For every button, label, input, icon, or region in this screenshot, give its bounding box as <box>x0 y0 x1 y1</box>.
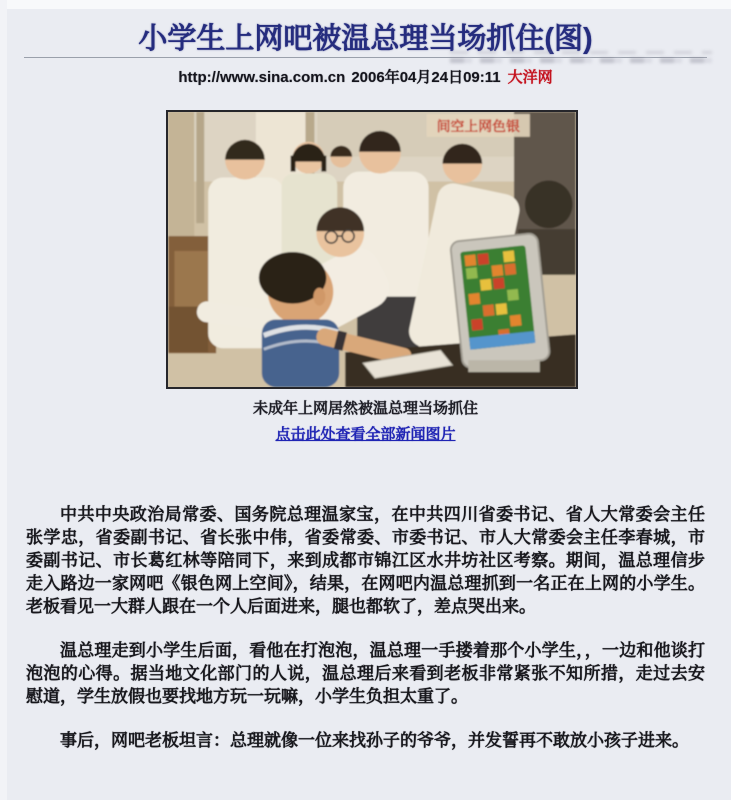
netbar-sign-text: 间空上网色银 <box>436 117 520 134</box>
page-title: 小学生上网吧被温总理当场抓住(图) <box>138 23 593 55</box>
article-paragraph-2: 温总理走到小学生后面，看他在打泡泡，温总理一手搂着那个小学生，，一边和他谈打泡泡的心得。据当地文化部门的人说，温总理后来看到老板非常紧张不知所措，走过去安慰道，学生放假也要找地方玩一玩嘛，小学生负担太重了。 <box>26 641 705 706</box>
article-paragraph-1: 中共中央政治局常委、国务院总理温家宝，在中共四川省委书记、省人大常委会主任张学忠，省委副书记、省长张中伟，省委常委、市委书记、市人大常委会主任李春城，市委副书记、市长葛红林等陪同下，来到成都市锦江区水井坊社区考察。期间，温总理信步走入路边一家网吧《银色网上空间》，结果，在网吧内温总理抓到一名正在上网的小学生。老板看见一大群人跟在一个人后面进来，腿也都软了，差点哭出来。 <box>26 505 705 616</box>
article-datetime: 2006年04月24日09:11 <box>351 69 501 86</box>
page-top-margin <box>0 0 731 9</box>
article-url: http://www.sina.com.cn <box>178 69 346 86</box>
news-photo[interactable] <box>166 110 578 389</box>
view-all-photos-link[interactable]: 点击此处查看全部新闻图片 <box>275 426 456 443</box>
article-paragraph-3: 事后，网吧老板坦言：总理就像一位来找孙子的爷爷，并发誓再不敢放小孩子进来。 <box>60 731 689 750</box>
news-photo-illustration <box>168 112 576 387</box>
source-name-link[interactable]: 大洋网 <box>507 69 553 86</box>
photo-caption: 未成年上网居然被温总理当场抓住 <box>252 400 478 417</box>
article-body <box>26 503 705 773</box>
divider <box>24 57 707 58</box>
article-meta <box>0 66 731 87</box>
